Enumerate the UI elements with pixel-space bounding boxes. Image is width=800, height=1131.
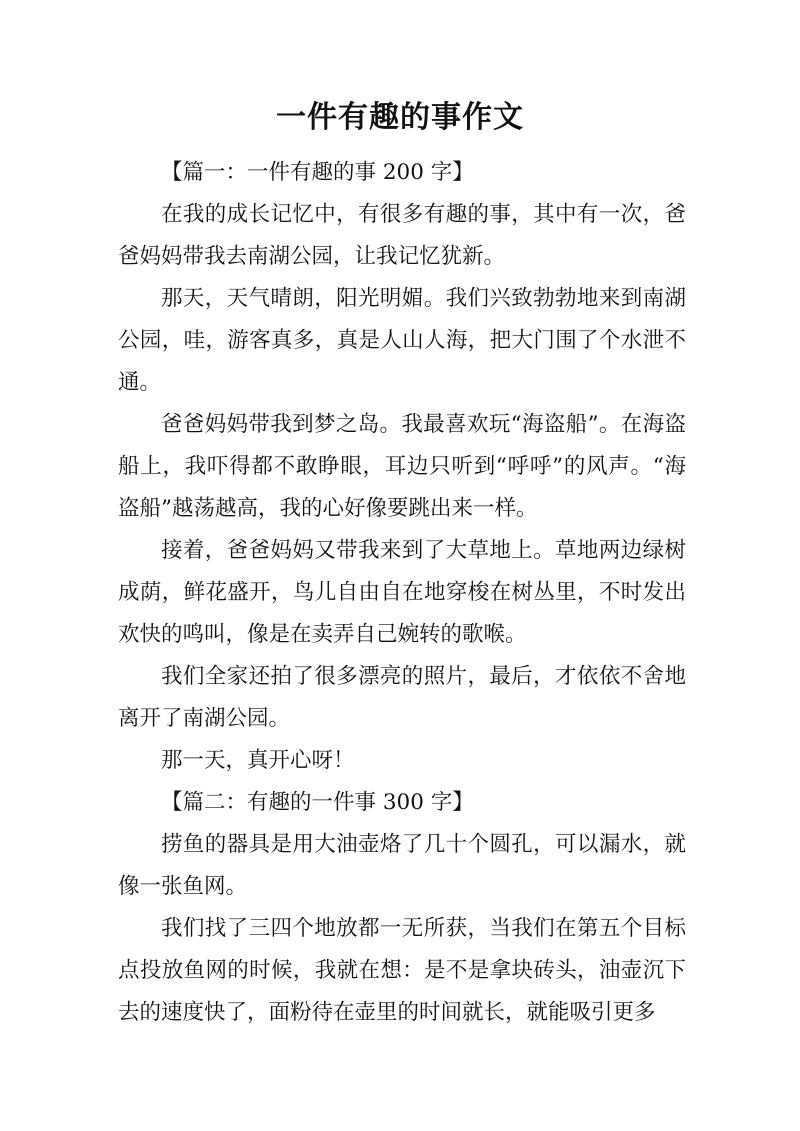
section-2-paragraph-1: 捞鱼的器具是用大油壶烙了几十个圆孔，可以漏水，就像一张鱼网。	[118, 832, 686, 899]
section-1-paragraph-3: 爸爸妈妈带我到梦之岛。我最喜欢玩“海盗船”。在海盗船上，我吓得都不敢睁眼，耳边只听到“呼呼”的风声。“海盗船”越荡越高，我的心好像要跳出来一样。	[118, 412, 686, 521]
section-1-paragraph-4: 接着，爸爸妈妈又带我来到了大草地上。草地两边绿树成荫，鲜花盛开，鸟儿自由自在地穿梭在树丛里，不时发出欢快的鸣叫，像是在卖弄自己婉转的歌喉。	[118, 538, 686, 647]
section-2-heading: 【篇二：有趣的一件事 300 字】	[161, 790, 474, 815]
section-1-heading: 【篇一：一件有趣的事 200 字】	[161, 160, 474, 185]
section-1-paragraph-6: 那一天，真开心呀！	[161, 748, 355, 773]
section-1-paragraph-5: 我们全家还拍了很多漂亮的照片，最后，才依依不舍地离开了南湖公园。	[118, 664, 686, 731]
document-body	[118, 152, 686, 1034]
document-title: 一件有趣的事作文	[276, 100, 524, 135]
section-1-paragraph-2: 那天，天气晴朗，阳光明媚。我们兴致勃勃地来到南湖公园，哇，游客真多，真是人山人海，把大门围了个水泄不通。	[118, 286, 686, 395]
section-1-paragraph-1: 在我的成长记忆中，有很多有趣的事，其中有一次，爸爸妈妈带我去南湖公园，让我记忆犹新。	[118, 202, 686, 269]
section-2-paragraph-2: 我们找了三四个地放都一无所获，当我们在第五个目标点投放鱼网的时候，我就在想：是不是拿块砖头，油壶沉下去的速度快了，面粉待在壶里的时间就长，就能吸引更多	[118, 916, 686, 1025]
